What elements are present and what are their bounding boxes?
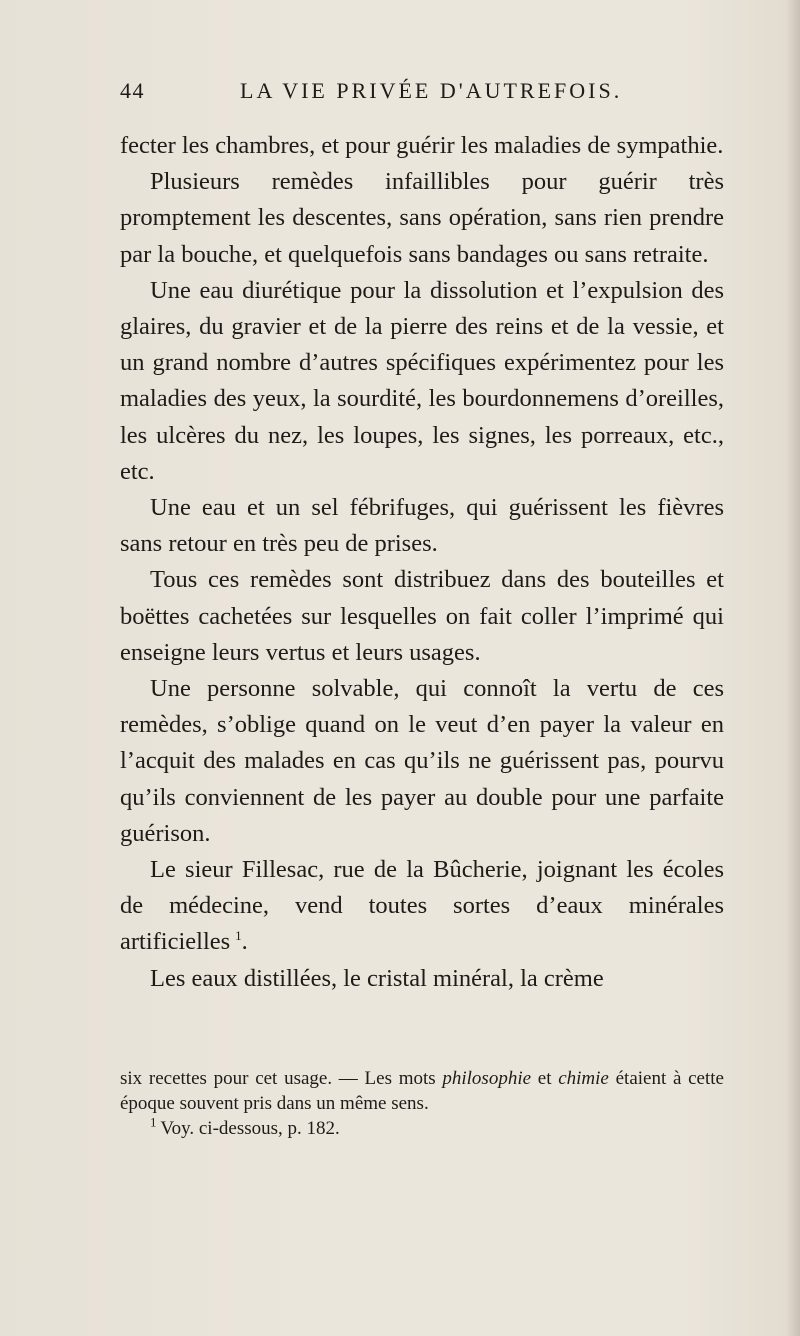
paragraph: fecter les chambres, et pour guérir les maladies de sympathie.: [120, 132, 724, 159]
paragraph-text: Le sieur Fillesac, rue de la Bûcherie, joignant les écoles de médecine, vend toutes sortes d’eaux minérales artificielles: [120, 856, 724, 956]
footnote-marker: 1: [150, 1114, 157, 1130]
note-italic-term: philosophie: [442, 1068, 532, 1089]
note-italic-term: chimie: [558, 1068, 609, 1089]
footnote-reference: 1: [235, 928, 242, 944]
note-text: étaient à cette époque souvent pris dans un même sens.: [120, 1068, 724, 1114]
paragraph: Les eaux distillées, le cristal minéral, la crème: [150, 964, 604, 992]
footnotes: [120, 1066, 724, 1141]
body-text: [120, 128, 724, 997]
paragraph: Plusieurs remèdes infaillibles pour guérir très promptement les descentes, sans opération, sans rien prendre par la bouche, et quelquefois sans bandages ou sans retraite.: [120, 168, 724, 268]
paragraph-with-note: Le sieur Fillesac, rue de la Bûcherie, joignant les écoles de médecine, vend toutes sortes d’eaux minérales artificielles $^1$.: [120, 856, 724, 956]
paragraph: Une eau diurétique pour la dissolution et l’expulsion des glaires, du gravier et de la pierre des reins et de la vessie, et un grand nombre d’autres spécifiques expérimentez pour les maladies des yeux, la sourdité, les bourdonnemens d’oreilles, les ulcères du nez, les loupes, les signes, les porreaux, etc., etc.: [120, 276, 724, 485]
note-text: et: [531, 1068, 559, 1089]
page-edge-shadow: [786, 0, 800, 1336]
note-continuation: [120, 1066, 724, 1116]
paragraph: Une personne solvable, qui connoît la vertu de ces remèdes, s’oblige quand on le veut d’en payer la valeur en l’acquit des malades en cas qu’ils ne guérissent pas, pourvu qu’ils conviennent de les payer au double pour une parfaite guérison.: [120, 675, 724, 847]
note-text: six recettes pour cet usage. — Les mots: [120, 1068, 443, 1089]
running-title: LA VIE PRIVÉE D'AUTREFOIS.: [240, 78, 623, 103]
page-number: 44: [120, 78, 145, 103]
footnote: [120, 1116, 724, 1141]
paragraph: Une eau et un sel fébrifuges, qui guérissent les fièvres sans retour en très peu de prises.: [120, 494, 724, 558]
running-head: [120, 78, 724, 118]
footnote-text: Voy. ci-dessous, p. 182.: [160, 1118, 340, 1139]
paragraph: Tous ces remèdes sont distribuez dans des bouteilles et boëttes cachetées sur lesquelles on fait coller l’imprimé qui enseigne leurs vertus et leurs usages.: [120, 566, 724, 666]
